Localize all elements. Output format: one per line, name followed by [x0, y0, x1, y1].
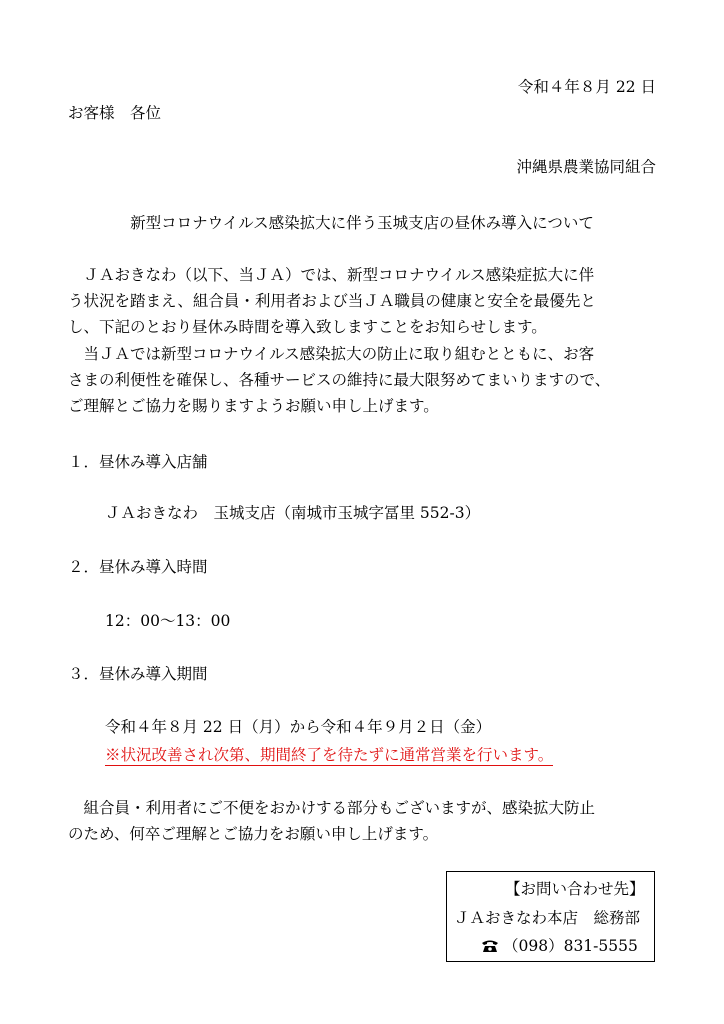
section-2-content: 12：00～13：00: [105, 612, 231, 630]
document-date: 令和４年８月 22 日: [517, 78, 656, 96]
section-2-heading: ２．昼休み導入時間: [68, 558, 208, 576]
contact-box: [446, 871, 655, 962]
contact-department: ＪＡおきなわ本店 総務部: [454, 909, 641, 927]
closing-line-1: 組合員・利用者にご不便をおかけする部分もございますが、感染拡大防止: [68, 799, 596, 817]
body-paragraph-2-line-2: さまの利便性を確保し、各種サービスの維持に最大限努めてまいりますので、: [68, 371, 611, 389]
section-1-content: ＪＡおきなわ 玉城支店（南城市玉城字冨里 552-3）: [105, 504, 481, 522]
section-3-content: 令和４年８月 22 日（月）から令和４年９月２日（金）: [105, 718, 492, 736]
addressee: お客様 各位: [68, 104, 162, 122]
notice-text: [105, 743, 553, 765]
section-3-heading: ３．昼休み導入期間: [68, 665, 208, 683]
closing-line-2: のため、何卒ご理解とご協力をお願い申し上げます。: [68, 825, 439, 843]
body-paragraph-1-line-3: し、下記のとおり昼休み時間を導入致しますことをお知らせします。: [68, 318, 547, 336]
notice-text-underlined: ※状況改善され次第、期間終了を待たずに通常営業を行います。: [105, 746, 554, 764]
contact-heading: 【お問い合わせ先】: [505, 880, 645, 898]
body-paragraph-1-line-2: う状況を踏まえ、組合員・利用者および当ＪＡ職員の健康と安全を最優先と: [68, 292, 596, 310]
body-paragraph-2-line-1: 当ＪＡでは新型コロナウイルス感染拡大の防止に取り組むとともに、お客: [68, 345, 595, 363]
contact-phone-number: （098）831-5555: [503, 937, 638, 955]
document-title: 新型コロナウイルス感染拡大に伴う玉城支店の昼休み導入について: [130, 214, 594, 232]
body-paragraph-1-line-1: ＪＡおきなわ（以下、当ＪＡ）では、新型コロナウイルス感染症拡大に伴: [68, 266, 595, 284]
body-paragraph-2-line-3: ご理解とご協力を賜りますようお願い申し上げます。: [68, 397, 439, 415]
section-1-heading: １．昼休み導入店舗: [68, 453, 208, 471]
contact-phone: [481, 934, 638, 956]
organization-name: 沖縄県農業協同組合: [516, 158, 656, 176]
telephone-icon: [481, 939, 499, 953]
